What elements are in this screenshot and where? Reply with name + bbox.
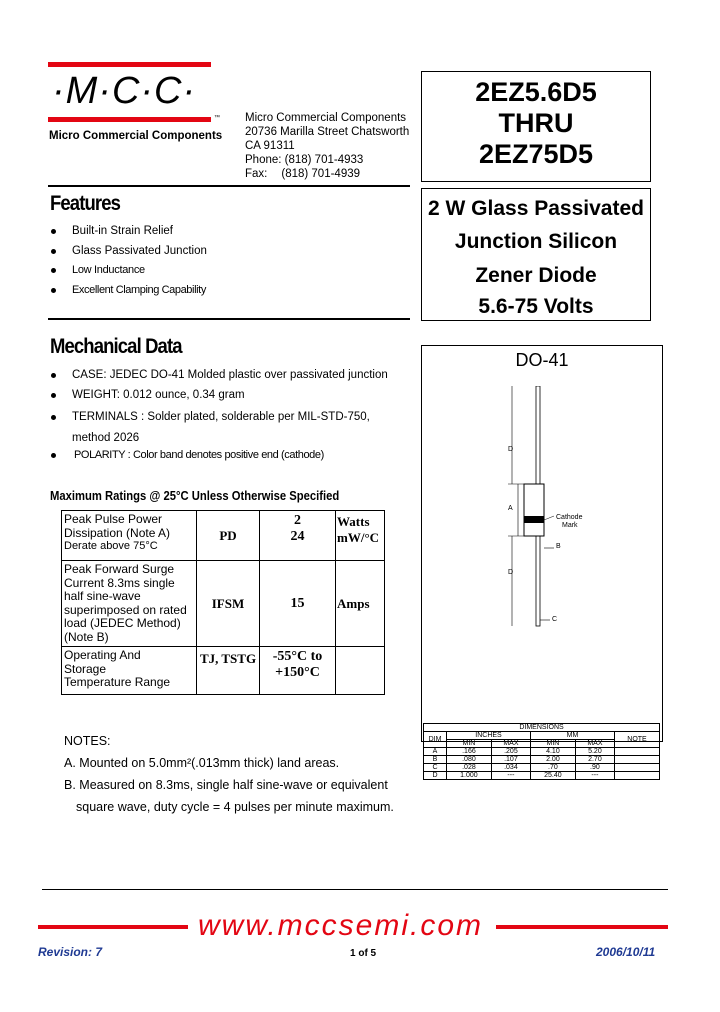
value-cell: 2 24 bbox=[260, 511, 336, 561]
group-mm: MM bbox=[530, 732, 614, 740]
logo-subtitle: Micro Commercial Components bbox=[49, 130, 223, 142]
group-inches: INCHES bbox=[447, 732, 531, 740]
col-dim: DIM bbox=[424, 732, 447, 748]
sub-header: MIN bbox=[530, 740, 575, 748]
note-a: A. Mounted on 5.0mm²(.013mm thick) land areas. bbox=[64, 756, 340, 770]
unit-cell: Amps bbox=[336, 561, 385, 647]
dimensions-title: DIMENSIONS bbox=[424, 724, 660, 732]
bullet-icon bbox=[51, 249, 56, 254]
dim-label-d-top: D bbox=[508, 446, 514, 453]
description-line3: Zener Diode bbox=[475, 264, 597, 287]
package-box bbox=[421, 345, 663, 742]
footer-divider bbox=[42, 889, 668, 890]
mcc-logo: ·M·C·C· bbox=[52, 70, 197, 112]
bullet-icon bbox=[51, 268, 56, 273]
description-box bbox=[421, 188, 651, 321]
unit-cell bbox=[336, 647, 385, 695]
revision-date: 2006/10/11 bbox=[596, 945, 656, 959]
mechanical-heading: Mechanical Data bbox=[50, 335, 182, 358]
footer-red-bar-left bbox=[38, 925, 188, 929]
table-row: D 1.000 --- 25.40 --- bbox=[424, 772, 660, 780]
divider-features bbox=[48, 318, 410, 320]
table-row: B .080 .107 2.00 2.70 bbox=[424, 756, 660, 764]
table-row bbox=[62, 511, 385, 561]
footer-red-bar-right bbox=[496, 925, 668, 929]
divider-header bbox=[48, 185, 410, 187]
fax-label: Fax: bbox=[245, 168, 268, 180]
address-fax bbox=[245, 167, 409, 181]
bullet-icon bbox=[51, 453, 56, 458]
symbol-cell: PD bbox=[197, 511, 260, 561]
sub-header: MAX bbox=[575, 740, 614, 748]
company-address bbox=[245, 111, 409, 181]
part-number-box bbox=[421, 71, 651, 182]
page-number: 1 of 5 bbox=[350, 948, 377, 959]
description-line2: Junction Silicon bbox=[454, 230, 618, 253]
note-b-line1: B. Measured on 8.3ms, single half sine-wave or equivalent bbox=[64, 778, 388, 792]
address-city: CA 91311 bbox=[245, 140, 295, 152]
ratings-title: Maximum Ratings @ 25°C Unless Otherwise Specified bbox=[50, 489, 340, 503]
dim-label-d-bottom: D bbox=[508, 569, 514, 576]
value-cell: 15 bbox=[260, 561, 336, 647]
sub-header: MIN bbox=[447, 740, 492, 748]
dim-label-c: C bbox=[552, 616, 558, 623]
diode-outline-drawing bbox=[422, 386, 662, 666]
bullet-icon bbox=[51, 229, 56, 234]
address-phone: Phone: (818) 701-4933 bbox=[245, 154, 364, 166]
bullet-icon bbox=[51, 288, 56, 293]
website-link[interactable]: www.mccsemi.com bbox=[198, 909, 484, 942]
address-street: 20736 Marilla Street Chatsworth bbox=[245, 126, 410, 138]
table-row: A .166 .205 4.10 5.20 bbox=[424, 748, 660, 756]
description-line1: 2 W Glass Passivated bbox=[428, 197, 644, 220]
logo-top-bar bbox=[48, 62, 211, 67]
dim-label-b: B bbox=[556, 543, 561, 550]
dimensions-table bbox=[423, 723, 660, 780]
symbol-cell: TJ, TSTG bbox=[197, 647, 260, 695]
fax-number: (818) 701-4939 bbox=[281, 168, 361, 180]
ratings-table bbox=[61, 510, 385, 695]
cathode-mark-label: Cathode Mark bbox=[556, 514, 583, 529]
table-row bbox=[62, 561, 385, 647]
unit-cell: Watts mW/°C bbox=[336, 511, 385, 561]
table-row bbox=[62, 647, 385, 695]
bullet-icon bbox=[51, 373, 56, 378]
revision-label: Revision: 7 bbox=[38, 945, 103, 959]
part-number-line2: THRU bbox=[498, 108, 574, 138]
note-b-line2: square wave, duty cycle = 4 pulses per minute maximum. bbox=[76, 800, 394, 814]
package-name: DO-41 bbox=[515, 350, 569, 370]
notes-title: NOTES: bbox=[64, 734, 111, 748]
trademark-symbol: ™ bbox=[214, 115, 220, 121]
part-number-line1: 2EZ5.6D5 bbox=[475, 77, 597, 107]
table-row: C .028 .034 .70 .90 bbox=[424, 764, 660, 772]
description-line4: 5.6-75 Volts bbox=[478, 295, 594, 318]
features-heading: Features bbox=[50, 192, 121, 215]
logo-bottom-bar bbox=[48, 117, 211, 122]
address-company: Micro Commercial Components bbox=[245, 112, 407, 124]
value-cell: -55°C to +150°C bbox=[260, 647, 336, 695]
bullet-icon bbox=[51, 415, 56, 420]
bullet-icon bbox=[51, 393, 56, 398]
col-note: NOTE bbox=[615, 732, 660, 748]
param-cell: Peak Pulse Power Dissipation (Note A) Derate above 75°C bbox=[62, 511, 197, 561]
dim-label-a: A bbox=[508, 505, 513, 512]
param-cell: Peak Forward Surge Current 8.3ms single half sine-wave superimposed on rated load (JEDEC Method) (Note B) bbox=[62, 561, 197, 647]
param-cell: Operating And Storage Temperature Range bbox=[62, 647, 197, 695]
sub-header: MAX bbox=[491, 740, 530, 748]
part-number-line3: 2EZ75D5 bbox=[478, 139, 594, 169]
notes bbox=[64, 730, 394, 818]
symbol-cell: IFSM bbox=[197, 561, 260, 647]
mechanical-item-continuation: method 2026 bbox=[72, 432, 140, 444]
